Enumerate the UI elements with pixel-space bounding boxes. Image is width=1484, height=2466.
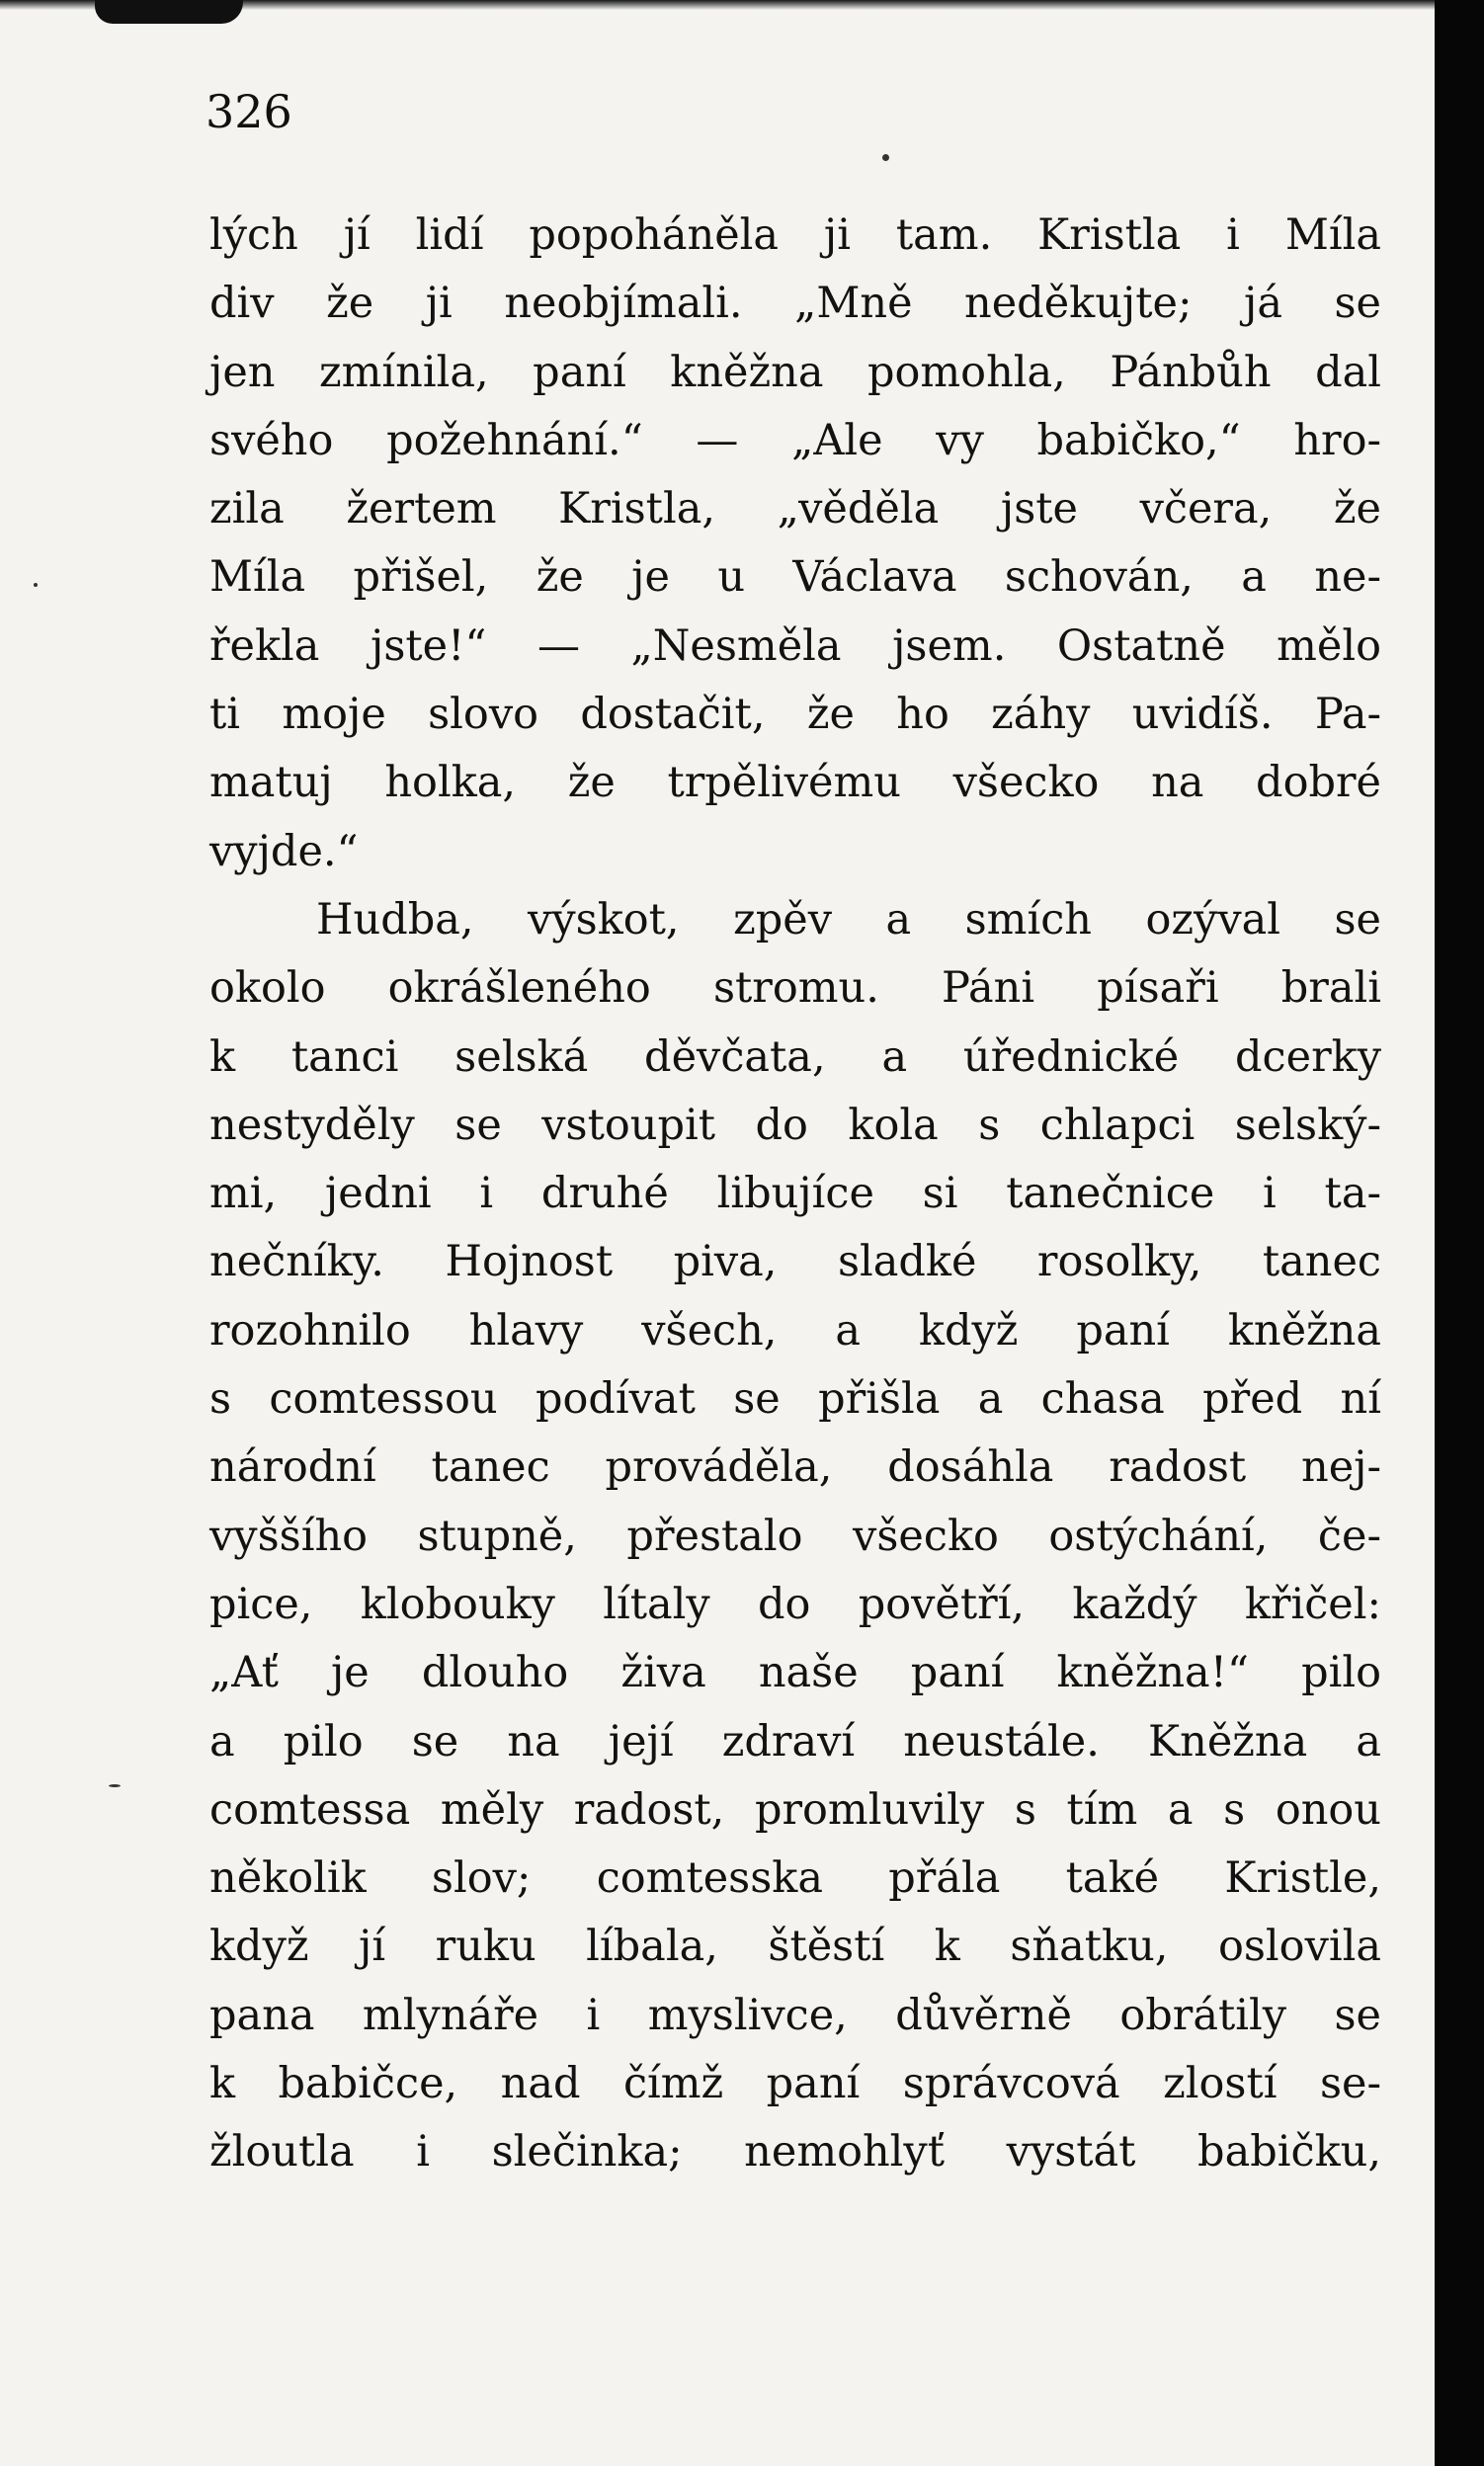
scan-dark-edge xyxy=(1435,0,1484,2466)
text-line: pana mlynáře i myslivce, důvěrně obrátily se xyxy=(209,1990,1381,2040)
body-text xyxy=(209,202,1381,2187)
text-line: mi, jedni i druhé libujíce si tanečnice i ta- xyxy=(209,1169,1381,1219)
text-line: vyššího stupně, přestalo všecko ostýchání, če- xyxy=(209,1511,1381,1561)
text-line: a pilo se na její zdraví neustále. Kněžna a xyxy=(209,1716,1381,1767)
paragraph-start-line: Hudba, výskot, zpěv a smích ozýval se xyxy=(316,894,1381,945)
scan-speck xyxy=(882,154,889,161)
text-line: nestyděly se vstoupit do kola s chlapci selský- xyxy=(209,1100,1381,1150)
text-line: vyjde.“ xyxy=(209,826,359,876)
text-line: národní tanec prováděla, dosáhla radost nej- xyxy=(209,1442,1381,1493)
scan-speck xyxy=(34,583,38,587)
text-line: ti moje slovo dostačit, že ho záhy uvidíš. Pa- xyxy=(209,690,1381,740)
text-line: s comtessou podívat se přišla a chasa před ní xyxy=(209,1374,1381,1425)
text-line: když jí ruku líbala, štěstí k sňatku, oslovila xyxy=(209,1922,1381,1972)
text-line: pice, klobouky lítaly do povětří, každý křičel: xyxy=(209,1579,1381,1629)
text-line: řekla jste!“ — „Nesměla jsem. Ostatně mělo xyxy=(209,620,1381,671)
text-line: div že ji neobjímali. „Mně neděkujte; já se xyxy=(209,279,1381,329)
text-line: okolo okrášleného stromu. Páni písaři brali xyxy=(209,963,1381,1014)
text-line: jen zmínila, paní kněžna pomohla, Pánbůh dal xyxy=(209,347,1381,397)
text-line: comtessa měly radost, promluvily s tím a s onou xyxy=(209,1784,1381,1835)
text-line: „Ať je dlouho živa naše paní kněžna!“ pilo xyxy=(209,1648,1381,1698)
text-line: lých jí lidí popoháněla ji tam. Kristla i Míla xyxy=(209,210,1381,260)
scan-ink-blot xyxy=(95,0,243,24)
text-line: žloutla i slečinka; nemohlyť vystát babičku, xyxy=(209,2127,1381,2178)
text-line: několik slov; comtesska přála také Kristle, xyxy=(209,1853,1381,1904)
scan-speck xyxy=(109,1784,121,1787)
text-line: matuj holka, že trpělivému všecko na dobré xyxy=(209,758,1381,808)
text-line: svého požehnání.“ — „Ale vy babičko,“ hro- xyxy=(209,415,1381,465)
text-line: k tanci selská děvčata, a úřednické dcerky xyxy=(209,1031,1381,1082)
page-number: 326 xyxy=(206,85,292,138)
text-line: rozohnilo hlavy všech, a když paní kněžna xyxy=(209,1305,1381,1356)
text-line: nečníky. Hojnost piva, sladké rosolky, tanec xyxy=(209,1237,1381,1287)
text-line: zila žertem Kristla, „věděla jste včera, že xyxy=(209,484,1381,534)
text-line: k babičce, nad čímž paní správcová zlostí se- xyxy=(209,2059,1381,2109)
text-line: Míla přišel, že je u Václava schován, a ne- xyxy=(209,552,1381,603)
